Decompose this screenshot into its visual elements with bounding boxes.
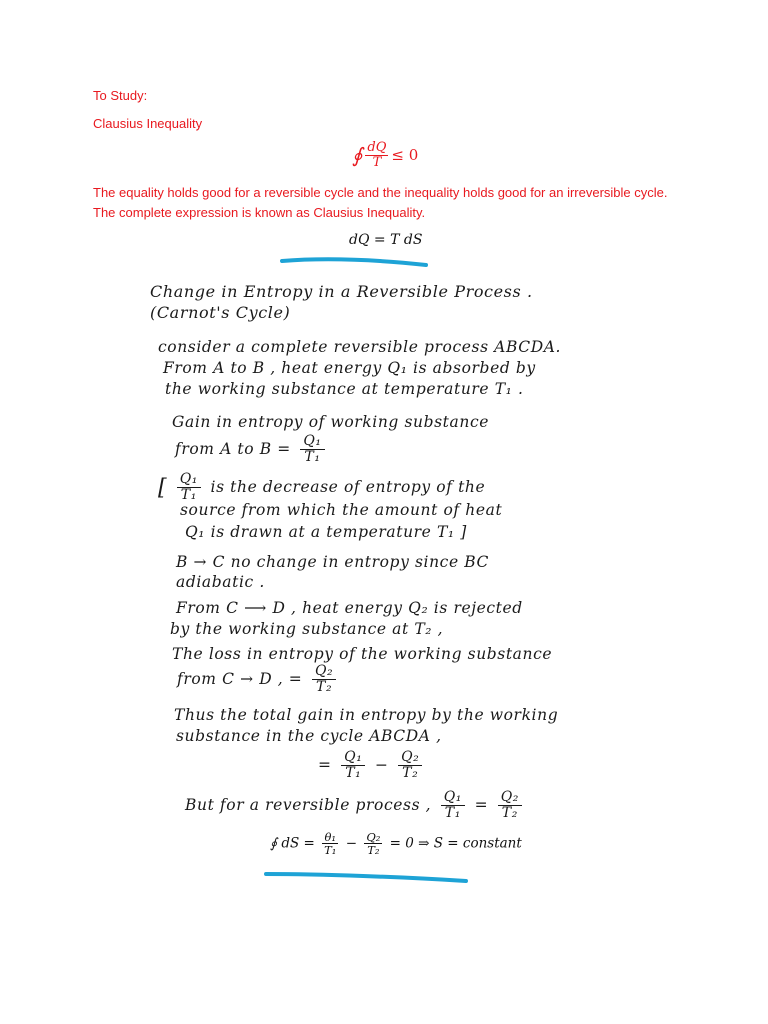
eq1-relation: ≤ 0 (391, 146, 419, 165)
rev-q1: Q₁ (441, 790, 465, 806)
notes-cd-line-4 (177, 664, 340, 696)
eq3-d1: T₁ (324, 843, 337, 858)
underline-1 (280, 255, 430, 269)
notes-cd-line-3: The loss in entropy of the working substance (172, 645, 553, 663)
q2-over-t2 (312, 664, 336, 696)
rev-t1: T₁ (444, 805, 461, 822)
topic-title: Clausius Inequality (93, 116, 203, 131)
t1-denominator: T₁ (304, 449, 321, 466)
q1-over-t1 (300, 434, 324, 466)
t2-denominator: T₂ (316, 679, 333, 696)
underline-2 (262, 868, 472, 886)
q1-numerator: Q₁ (300, 434, 324, 450)
bracket-text-1: is the decrease of entropy of the (210, 477, 486, 496)
to-study-heading: To Study: (93, 88, 148, 103)
rev-q2-over-t2 (498, 790, 522, 822)
notes-bc-line-2: adiabatic . (176, 573, 265, 591)
clausius-equation (352, 141, 418, 169)
total-q1-over-t1 (341, 750, 365, 782)
bracket-q1: Q₁ (177, 472, 201, 488)
notes-cd-line-1: From C ⟶ D , heat energy Q₂ is rejected (176, 599, 523, 617)
notes-bracket-line-3: Q₁ is drawn at a temperature T₁ ] (185, 523, 467, 541)
notes-bracket-line-1 (158, 472, 485, 504)
total-minus: − (374, 755, 389, 774)
total-t2: T₂ (402, 765, 419, 782)
notes-p1-line-1: consider a complete reversible process ABCDA. (158, 338, 562, 356)
notes-cd-line-2: by the working substance at T₂ , (170, 620, 444, 638)
bracket-open: [ (158, 475, 168, 501)
reversible-text: But for a reversible process , (185, 795, 432, 814)
notes-thus-line-2: substance in the cycle ABCDA , (176, 727, 442, 745)
notes-cd-text: from C → D , = (177, 669, 303, 688)
notes-gain-line-1: Gain in entropy of working substance (172, 413, 489, 431)
dq-over-t (365, 141, 388, 169)
total-q2-over-t2 (398, 750, 422, 782)
notes-title-line-1: Change in Entropy in a Reversible Process . (150, 282, 533, 301)
rev-q1-over-t1 (441, 790, 465, 822)
total-q1: Q₁ (341, 750, 365, 766)
notes-gain-text: from A to B = (175, 439, 291, 458)
notes-p1-line-3: the working substance at temperature T₁ . (165, 380, 524, 398)
total-eq-sign: = (318, 755, 332, 774)
eq1-denominator: T (372, 154, 382, 170)
eq3-lhs: ∮ dS = (270, 835, 315, 852)
eq3-n1: θ₁ (324, 830, 337, 844)
dq-tds-equation: dQ = T dS (349, 232, 423, 248)
eq3-minus: − (345, 835, 358, 852)
rev-t2: T₂ (501, 805, 518, 822)
eq3-d2: T₂ (367, 843, 380, 858)
notes-title-line-2: (Carnot's Cycle) (150, 303, 291, 322)
q2-numerator: Q₂ (312, 664, 336, 680)
notes-gain-line-2 (175, 434, 329, 466)
rev-q2: Q₂ (498, 790, 522, 806)
eq3-rhs: = 0 ⇒ S = constant (389, 835, 522, 852)
q2-over-t2-typed (364, 831, 382, 856)
total-gain-expression (318, 750, 426, 782)
eq1-numerator: dQ (367, 140, 387, 155)
notes-reversible-line (185, 790, 526, 822)
bracket-t1: T₁ (180, 487, 197, 504)
notes-bc-line-1: B → C no change in entropy since BC (176, 553, 489, 571)
notes-thus-line-1: Thus the total gain in entropy by the working (174, 706, 559, 724)
eq3-n2: Q₂ (366, 830, 381, 844)
notes-p1-line-2: From A to B , heat energy Q₁ is absorbed by (163, 359, 536, 377)
notes-bracket-line-2: source from which the amount of heat (180, 501, 503, 519)
contour-integral-symbol: ∮ (352, 143, 363, 168)
rev-eq-sign: = (474, 795, 489, 814)
total-t1: T₁ (345, 765, 362, 782)
entropy-constant-equation (270, 831, 522, 856)
statement-line-2: The complete expression is known as Clausius Inequality. (93, 205, 426, 220)
total-q2: Q₂ (398, 750, 422, 766)
bracket-q1-over-t1 (177, 472, 201, 504)
statement-line-1: The equality holds good for a reversible cycle and the inequality holds good for an irreversible cycle. (93, 185, 668, 200)
theta1-over-t1 (322, 831, 338, 856)
